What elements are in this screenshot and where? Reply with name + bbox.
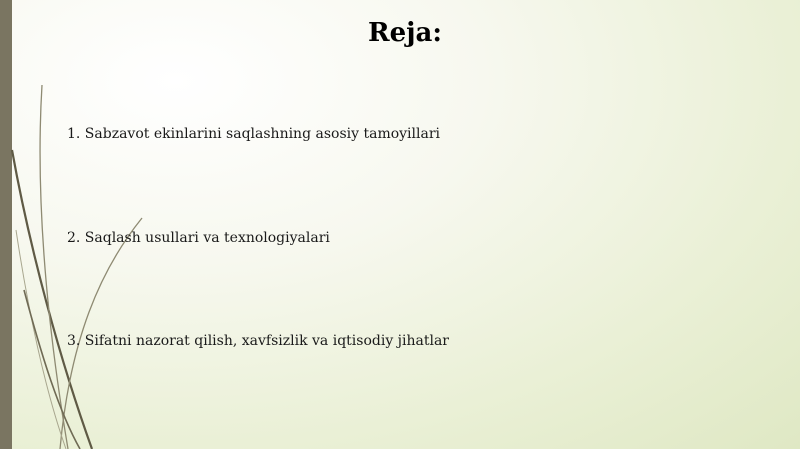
plan-item-3: 3. Sifatni nazorat qilish, xavfsizlik va iqtisodiy jihatlar <box>67 333 449 349</box>
slide-title: Reja: <box>367 18 442 48</box>
plan-item-2: 2. Saqlash usullari va texnologiyalari <box>67 230 330 246</box>
plan-item-1: 1. Sabzavot ekinlarini saqlashning asosiy tamoyillari <box>67 126 441 142</box>
decorative-grass-lines <box>0 0 160 449</box>
